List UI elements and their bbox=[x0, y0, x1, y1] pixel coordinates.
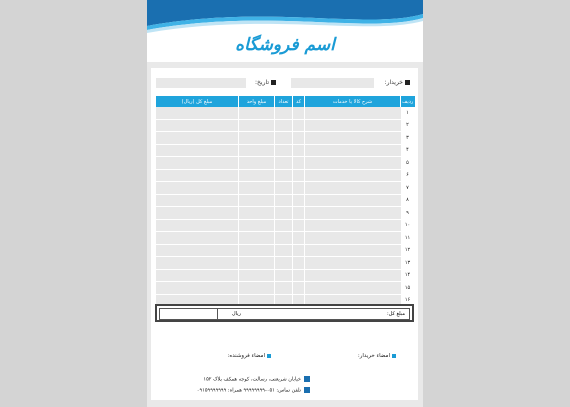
cell-description[interactable] bbox=[305, 207, 401, 220]
cell-unit-price[interactable] bbox=[239, 257, 275, 270]
phone-text: تلفن تماس: ۰۵۱-۹۹۹۹۹۹۹۹ همراه: ۰۹۱۵۹۹۹۹۹۹۹ bbox=[196, 387, 301, 394]
cell-total[interactable] bbox=[156, 194, 239, 207]
table-row bbox=[156, 107, 415, 119]
cell-unit-price[interactable] bbox=[239, 169, 275, 182]
row-number: ۱ bbox=[401, 107, 415, 119]
cell-total[interactable] bbox=[156, 182, 239, 195]
cell-code[interactable] bbox=[293, 219, 305, 232]
cell-unit-price[interactable] bbox=[239, 107, 275, 119]
cell-total[interactable] bbox=[156, 144, 239, 157]
cell-total[interactable] bbox=[156, 244, 239, 257]
buyer-label: خریدار: bbox=[384, 79, 403, 86]
cell-code[interactable] bbox=[293, 194, 305, 207]
grand-total-label: مبلغ کل: bbox=[387, 311, 405, 317]
cell-unit-price[interactable] bbox=[239, 119, 275, 132]
cell-total[interactable] bbox=[156, 119, 239, 132]
table-row bbox=[156, 269, 415, 282]
invoice-sheet bbox=[151, 68, 418, 400]
table-row bbox=[156, 157, 415, 170]
table-row bbox=[156, 232, 415, 245]
address-text: خیابان شریعتی، رسالت، کوچه همکف پلاک ۱۵۲ bbox=[203, 376, 301, 383]
store-name: اسم فروشگاه bbox=[235, 35, 335, 55]
cell-unit-price[interactable] bbox=[239, 207, 275, 220]
signature-mark-icon bbox=[267, 354, 271, 358]
cell-code[interactable] bbox=[293, 144, 305, 157]
seller-signature bbox=[228, 353, 271, 359]
row-number: ۸ bbox=[401, 194, 415, 207]
cell-description[interactable] bbox=[305, 219, 401, 232]
cell-code[interactable] bbox=[293, 157, 305, 170]
cell-total[interactable] bbox=[156, 282, 239, 295]
row-number: ۹ bbox=[401, 207, 415, 220]
cell-code[interactable] bbox=[293, 232, 305, 245]
table-row bbox=[156, 119, 415, 132]
grand-total-extra-field[interactable] bbox=[159, 308, 218, 320]
cell-code[interactable] bbox=[293, 182, 305, 195]
cell-qty[interactable] bbox=[275, 257, 293, 270]
table-row bbox=[156, 219, 415, 232]
cell-qty[interactable] bbox=[275, 207, 293, 220]
cell-unit-price[interactable] bbox=[239, 194, 275, 207]
cell-total[interactable] bbox=[156, 132, 239, 145]
cell-unit-price[interactable] bbox=[239, 269, 275, 282]
row-number: ۱۱ bbox=[401, 232, 415, 245]
cell-description[interactable] bbox=[305, 269, 401, 282]
cell-total[interactable] bbox=[156, 232, 239, 245]
cell-code[interactable] bbox=[293, 269, 305, 282]
cell-unit-price[interactable] bbox=[239, 232, 275, 245]
row-number: ۶ bbox=[401, 169, 415, 182]
cell-description[interactable] bbox=[305, 119, 401, 132]
cell-qty[interactable] bbox=[275, 119, 293, 132]
date-label: تاریخ: bbox=[255, 79, 269, 86]
date-field bbox=[156, 77, 276, 89]
cell-unit-price[interactable] bbox=[239, 244, 275, 257]
cell-code[interactable] bbox=[293, 107, 305, 119]
cell-qty[interactable] bbox=[275, 157, 293, 170]
cell-code[interactable] bbox=[293, 282, 305, 295]
user-icon bbox=[405, 80, 410, 85]
table-row bbox=[156, 244, 415, 257]
table-row bbox=[156, 132, 415, 145]
contact-address bbox=[203, 376, 310, 383]
seller-signature-label: امضاء فروشنده: bbox=[227, 353, 265, 359]
cell-code[interactable] bbox=[293, 132, 305, 145]
cell-description[interactable] bbox=[305, 194, 401, 207]
cell-description[interactable] bbox=[305, 282, 401, 295]
table-row bbox=[156, 194, 415, 207]
contact-phone bbox=[197, 387, 310, 394]
grand-total-field[interactable] bbox=[217, 308, 410, 320]
cell-unit-price[interactable] bbox=[239, 157, 275, 170]
col-header-total: مبلغ کل (ریال) bbox=[156, 96, 239, 107]
invoice-header bbox=[147, 0, 423, 62]
row-number: ۱۲ bbox=[401, 244, 415, 257]
cell-description[interactable] bbox=[305, 132, 401, 145]
row-number: ۱۵ bbox=[401, 282, 415, 295]
cell-qty[interactable] bbox=[275, 182, 293, 195]
table-row bbox=[156, 144, 415, 157]
row-number: ۱۶ bbox=[401, 294, 415, 307]
col-header-row: ردیف bbox=[401, 96, 415, 107]
buyer-signature-label: امضاء خریدار: bbox=[357, 353, 390, 359]
cell-qty[interactable] bbox=[275, 144, 293, 157]
cell-qty[interactable] bbox=[275, 219, 293, 232]
cell-total[interactable] bbox=[156, 207, 239, 220]
cell-qty[interactable] bbox=[275, 232, 293, 245]
table-header-row bbox=[156, 96, 415, 107]
row-number: ۱۰ bbox=[401, 219, 415, 232]
cell-qty[interactable] bbox=[275, 282, 293, 295]
cell-qty[interactable] bbox=[275, 132, 293, 145]
cell-description[interactable] bbox=[305, 182, 401, 195]
grand-total-unit: ریال bbox=[232, 311, 241, 317]
col-header-unit-price: مبلغ واحد bbox=[239, 96, 275, 107]
row-number: ۱۳ bbox=[401, 257, 415, 270]
cell-total[interactable] bbox=[156, 269, 239, 282]
cell-code[interactable] bbox=[293, 207, 305, 220]
cell-code[interactable] bbox=[293, 169, 305, 182]
cell-total[interactable] bbox=[156, 107, 239, 119]
table-row bbox=[156, 182, 415, 195]
row-number: ۲ bbox=[401, 119, 415, 132]
cell-total[interactable] bbox=[156, 219, 239, 232]
cell-code[interactable] bbox=[293, 119, 305, 132]
buyer-signature bbox=[358, 353, 396, 359]
cell-qty[interactable] bbox=[275, 194, 293, 207]
cell-unit-price[interactable] bbox=[239, 132, 275, 145]
col-header-qty: تعداد bbox=[275, 96, 293, 107]
cell-code[interactable] bbox=[293, 257, 305, 270]
date-input-line[interactable] bbox=[156, 78, 246, 88]
cell-code[interactable] bbox=[293, 244, 305, 257]
table-row bbox=[156, 257, 415, 270]
cell-qty[interactable] bbox=[275, 169, 293, 182]
phone-icon bbox=[304, 387, 310, 393]
col-header-code: کد bbox=[293, 96, 305, 107]
signature-mark-icon bbox=[392, 354, 396, 358]
cell-description[interactable] bbox=[305, 257, 401, 270]
cell-description[interactable] bbox=[305, 144, 401, 157]
table-row bbox=[156, 169, 415, 182]
grand-total-box bbox=[155, 304, 414, 322]
cell-qty[interactable] bbox=[275, 269, 293, 282]
items-table bbox=[155, 96, 415, 307]
cell-description[interactable] bbox=[305, 244, 401, 257]
row-number: ۵ bbox=[401, 157, 415, 170]
calendar-icon bbox=[271, 80, 276, 85]
cell-qty[interactable] bbox=[275, 244, 293, 257]
cell-total[interactable] bbox=[156, 157, 239, 170]
row-number: ۳ bbox=[401, 132, 415, 145]
cell-unit-price[interactable] bbox=[239, 282, 275, 295]
col-header-description: شرح کالا یا خدمات bbox=[305, 96, 401, 107]
cell-description[interactable] bbox=[305, 107, 401, 119]
buyer-field bbox=[291, 77, 410, 89]
cell-unit-price[interactable] bbox=[239, 144, 275, 157]
cell-unit-price[interactable] bbox=[239, 219, 275, 232]
cell-total[interactable] bbox=[156, 169, 239, 182]
table-row bbox=[156, 207, 415, 220]
row-number: ۷ bbox=[401, 182, 415, 195]
invoice-page bbox=[147, 0, 423, 407]
cell-description[interactable] bbox=[305, 157, 401, 170]
row-number: ۱۴ bbox=[401, 269, 415, 282]
buyer-input-line[interactable] bbox=[291, 78, 374, 88]
row-number: ۴ bbox=[401, 144, 415, 157]
cell-qty[interactable] bbox=[275, 107, 293, 119]
cell-description[interactable] bbox=[305, 169, 401, 182]
cell-total[interactable] bbox=[156, 257, 239, 270]
cell-unit-price[interactable] bbox=[239, 182, 275, 195]
location-icon bbox=[304, 376, 310, 382]
table-row bbox=[156, 282, 415, 295]
cell-description[interactable] bbox=[305, 232, 401, 245]
